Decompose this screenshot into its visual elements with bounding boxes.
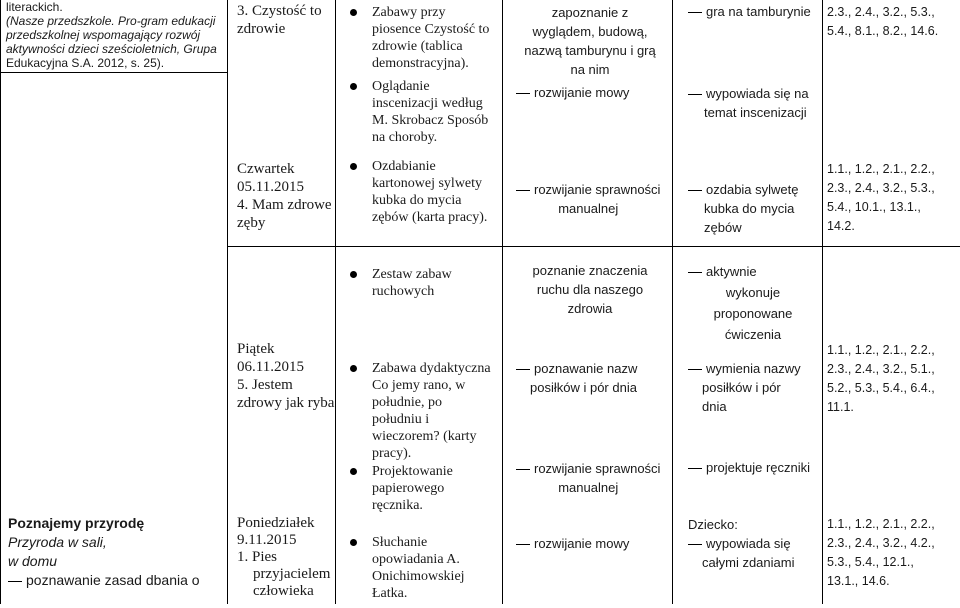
goal-block: poznanie znaczenia ruchu dla naszego zdrowia <box>532 263 648 316</box>
activities-list <box>350 266 495 306</box>
goal-item: rozwijanie mowy <box>516 535 629 552</box>
activities-list <box>350 360 495 520</box>
activities-list <box>350 534 495 608</box>
row-divider <box>0 72 227 73</box>
dash-icon <box>688 12 702 13</box>
list-item: Zestaw zabaw ruchowych <box>350 266 495 300</box>
curriculum-refs: 1.1., 1.2., 2.1., 2.2., 2.3., 2.4., 3.2., 5.1., 5.2., 5.3., 5.4., 6.4., 11.1. <box>827 343 935 414</box>
outcome-item: ozdabia sylwetę kubka do mycia zębów <box>688 180 799 237</box>
goal-block: zapoznanie z wyglądem, budową, nazwą tamburynu i grą na nim <box>524 5 656 77</box>
outcome-item: Dziecko: wypowiada się całymi zdaniami <box>688 517 795 570</box>
column-divider <box>335 0 336 604</box>
lesson-date-block: Poniedziałek 9.11.2015 1. Pies przyjacielem człowieka <box>237 515 331 599</box>
goal-item: rozwijanie mowy <box>516 84 629 101</box>
dash-icon <box>688 544 702 545</box>
section-block: Poznajemy przyrodę Przyroda w sali, w domu poznawanie zasad dbania o <box>8 515 200 588</box>
dash-icon <box>516 93 530 94</box>
lesson-date-block: Czwartek 05.11.2015 4. Mam zdrowe zęby <box>237 161 332 231</box>
activities-list <box>350 4 495 232</box>
table-border-left <box>0 0 1 604</box>
list-item: Oglądanie inscenizacji według M. Skrobacz Sposób na choroby. <box>350 78 495 146</box>
dash-icon <box>8 581 22 582</box>
goal-item: rozwijanie sprawności manualnej <box>516 459 660 497</box>
outcome-item: gra na tamburynie <box>688 3 811 20</box>
curriculum-refs: 1.1., 1.2., 2.1., 2.2., 2.3., 2.4., 3.2., 5.3., 5.4., 10.1., 13.1., 14.2. <box>827 162 935 233</box>
list-item: Projektowanie papierowego ręcznika. <box>350 463 495 514</box>
column-divider <box>227 0 228 604</box>
list-item: Zabawa dydaktyczna Co jemy rano, w południe, po południu i wieczorem? (karty pracy). <box>350 360 495 462</box>
list-item: Zabawy przy piosence Czystość to zdrowie (tablica demonstracyjna). <box>350 4 495 72</box>
dash-icon <box>688 94 702 95</box>
goal-item: poznawanie nazw posiłków i pór dnia <box>516 359 637 397</box>
dash-icon <box>688 369 702 370</box>
dash-icon <box>516 544 530 545</box>
list-item: Ozdabianie kartonowej sylwety kubka do mycia zębów (karta pracy). <box>350 158 495 226</box>
outcome-item: wypowiada się na temat inscenizacji <box>688 84 809 122</box>
dash-icon <box>688 190 702 191</box>
outcome-item: aktywnie wykonuje proponowane ćwiczenia <box>688 261 818 345</box>
section-title: Poznajemy przyrodę <box>8 515 145 531</box>
column-divider <box>502 0 503 604</box>
column-divider <box>822 0 823 604</box>
dash-icon <box>688 272 702 273</box>
dash-icon <box>688 468 702 469</box>
outcome-item: projektuje ręczniki <box>688 459 810 476</box>
lesson-date-block: Piątek 06.11.2015 5. Jestem zdrowy jak ryba <box>237 341 335 411</box>
row-divider <box>227 246 960 247</box>
outcome-item: wymienia nazwy posiłków i pór dnia <box>688 359 801 416</box>
curriculum-refs: 2.3., 2.4., 3.2., 5.3., 5.4., 8.1., 8.2., 14.6. <box>827 5 939 38</box>
dash-icon <box>516 190 530 191</box>
curriculum-refs: 1.1., 1.2., 2.1., 2.2., 2.3., 2.4., 3.2., 4.2., 5.3., 5.4., 12.1., 13.1., 14.6. <box>827 517 935 588</box>
lesson-title: 3. Czystość to zdrowie <box>237 3 322 37</box>
section-item: poznawanie zasad dbania o <box>8 571 200 590</box>
goal-item: rozwijanie sprawności manualnej <box>516 180 660 218</box>
column-divider <box>672 0 673 604</box>
dash-icon <box>516 369 530 370</box>
dash-icon <box>516 469 530 470</box>
source-note: literackich. (Nasze przedszkole. Pro-gram edukacji przedszkolnej wspomagający rozwój aktywności dzieci sześcioletnich, Grupa Edukacyjna S.A. 2012, s. 25). <box>6 0 217 70</box>
list-item: Słuchanie opowiadania A. Onichimowskiej Łatka. <box>350 534 495 602</box>
